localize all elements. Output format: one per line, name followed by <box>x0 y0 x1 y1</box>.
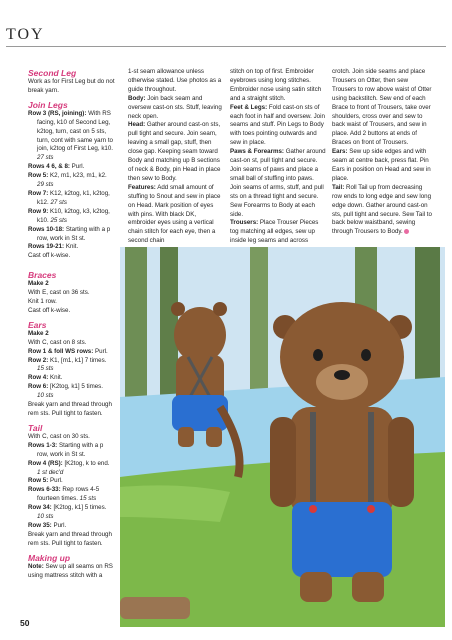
body-instructions: Body: Join back seam and oversew cast-on sts. Stuff, leaving neck open. <box>128 94 222 120</box>
tail-rows-6-33: Rows 6-33: Rep rows 4-5 fourteen times. 15 sts <box>28 486 100 503</box>
features-instructions: Features: Add small amount of stuffing to Snout and sew in place on Head. Mark position of eyes with pins. With black DK, embroider eyes using a vertical chain stitch for each eye, then a second chain <box>128 183 221 245</box>
trousers-instructions: Trousers: Place Trouser Pieces tog matching all edges, sew up inside leg seams and across <box>230 219 319 245</box>
col4-intro: crotch. Join side seams and place Trousers on Otter, then sew Trousers to row above waist of Otter using backstitch. Sew end of each Brace to front of Trousers, take over shoulders, cross over and sew to back waist of Trousers, and sew in place. Add 2 buttons at ends of Braces on front of Trousers. <box>332 68 432 147</box>
tail-row-35: Row 35: Purl. <box>28 521 67 529</box>
cast-off: Cast off k-wise. <box>28 252 71 260</box>
col2-intro: 1-st seam allowance unless otherwise stated. Use photos as a guide throughout. <box>128 68 222 93</box>
heading-second-leg: Second Leg <box>28 68 77 78</box>
heading-ears: Ears <box>28 319 47 330</box>
column-2 <box>128 68 224 246</box>
header-rule <box>6 46 446 47</box>
ears-row-1: Row 1 & foll WS rows: Purl. <box>28 347 108 355</box>
section-tag: TOY <box>6 26 45 43</box>
feet-legs-instructions: Feet & Legs: Fold cast-on sts of each foot in half and oversew. Join seams and stuff. Pin Legs to Body with toes pointing outwards and sew in place. <box>230 103 325 147</box>
heading-making-up: Making up <box>28 552 71 563</box>
col3-intro: stitch on top of first. Embroider eyebrows using long stitches. Embroider nose using satin stitch and a straight stitch. <box>230 68 322 102</box>
head-instructions: Head: Gather around cast-on sts, pull tight and secure. Join seam, leaving a small gap, stuff, then close gap. Keeping seam toward Body and matching up B sections of neck & Body, pin Head in place then sew to Body. <box>128 121 221 182</box>
tail-row-34: Row 34: [K2tog, k1] 5 times. 10 sts <box>28 504 107 521</box>
braces-line-3: Cast off k-wise. <box>28 306 71 314</box>
ears-row-6: Row 6: [K2tog, k1] 5 times. 10 sts <box>28 383 103 400</box>
end-mark-icon <box>404 229 409 234</box>
row-7: Row 7: K12, k2tog, k1, k2tog, k12. 27 sts <box>28 189 110 206</box>
row-5: Row 5: K2, m1, k23, m1, k2. 29 sts <box>28 172 107 189</box>
page-number: 50 <box>20 618 30 628</box>
braces-make: Make 2 <box>28 280 49 288</box>
column-1 <box>28 68 116 581</box>
note: Note: Sew up all seams on RS using mattress stitch with a <box>28 562 113 579</box>
tail-end: Break yarn and thread through rem sts. Pull tight to fasten. <box>28 530 112 547</box>
tail-line-1: With C, cast on 30 sts. <box>28 432 90 440</box>
rows-4-6-8: Rows 4 6, & 8: Purl. <box>28 163 85 171</box>
ears-make: Make 2 <box>28 329 49 337</box>
tail-instructions: Tail: Roll Tail up from decreasing row ends to long edge and sew long edge down. Gather around cast-on sts, pull tight and secure. Sew Tail to back below waistband, sewing through Trousers to Body. <box>332 183 432 236</box>
tail-row-5: Row 5: Purl. <box>28 477 63 485</box>
column-3 <box>230 68 326 246</box>
row-9: Row 9: K10, k2tog, k3, k2tog, k10. 25 sts <box>28 207 110 224</box>
heading-braces: Braces <box>28 270 57 281</box>
paws-forearms-instructions: Paws & Forearms: Gather around cast-on st, pull tight and secure. Join seams of paws and place a small ball of stuffing into paws. Join seams of arms, stuff, and pull sts on a thread tight and secure. Sew Forearms to Body at each side. <box>230 148 326 218</box>
ears-end: Break yarn and thread through rem sts. Pull tight to fasten. <box>28 401 112 417</box>
column-4 <box>332 68 432 237</box>
braces-line-1: With E, cast on 36 sts. <box>28 289 90 297</box>
tail-rows-1-3: Rows 1-3: Starting with a p row, work in St st. <box>28 441 104 458</box>
heading-tail: Tail <box>28 422 43 433</box>
rows-10-18: Rows 10-18: Starting with a p row, work in St st. <box>28 225 111 242</box>
otter-photo <box>120 247 445 627</box>
heading-join-legs: Join Legs <box>28 99 68 110</box>
ears-line-1: With C, cast on 8 sts. <box>28 338 87 346</box>
ears-row-4: Row 4: Knit. <box>28 374 63 382</box>
second-leg-text: Work as for First Leg but do not break yarn. <box>28 78 115 94</box>
page-header <box>0 0 452 52</box>
otter-photo-illustration <box>120 247 445 627</box>
rows-19-21: Rows 19-21: Knit. <box>28 243 79 251</box>
ears-row-2: Row 2: K1, [m1, k1] 7 times. 15 sts <box>28 356 107 373</box>
ears-instructions: Ears: Sew up side edges and with seam at centre back, press flat. Pin Ears in position on Head and sew in place. <box>332 148 431 182</box>
tail-row-4: Row 4 (RS): [K2tog, k to end. 1 st dec'd <box>28 459 110 476</box>
braces-line-2: Knit 1 row. <box>28 298 57 306</box>
row-3: Row 3 (RS, joining): With RS facing, k10 of Second Leg, k2tog, turn, cast on 5 sts, turn, cont with same yarn to join, k2tog of First Leg, k10. 27 sts <box>28 109 114 162</box>
